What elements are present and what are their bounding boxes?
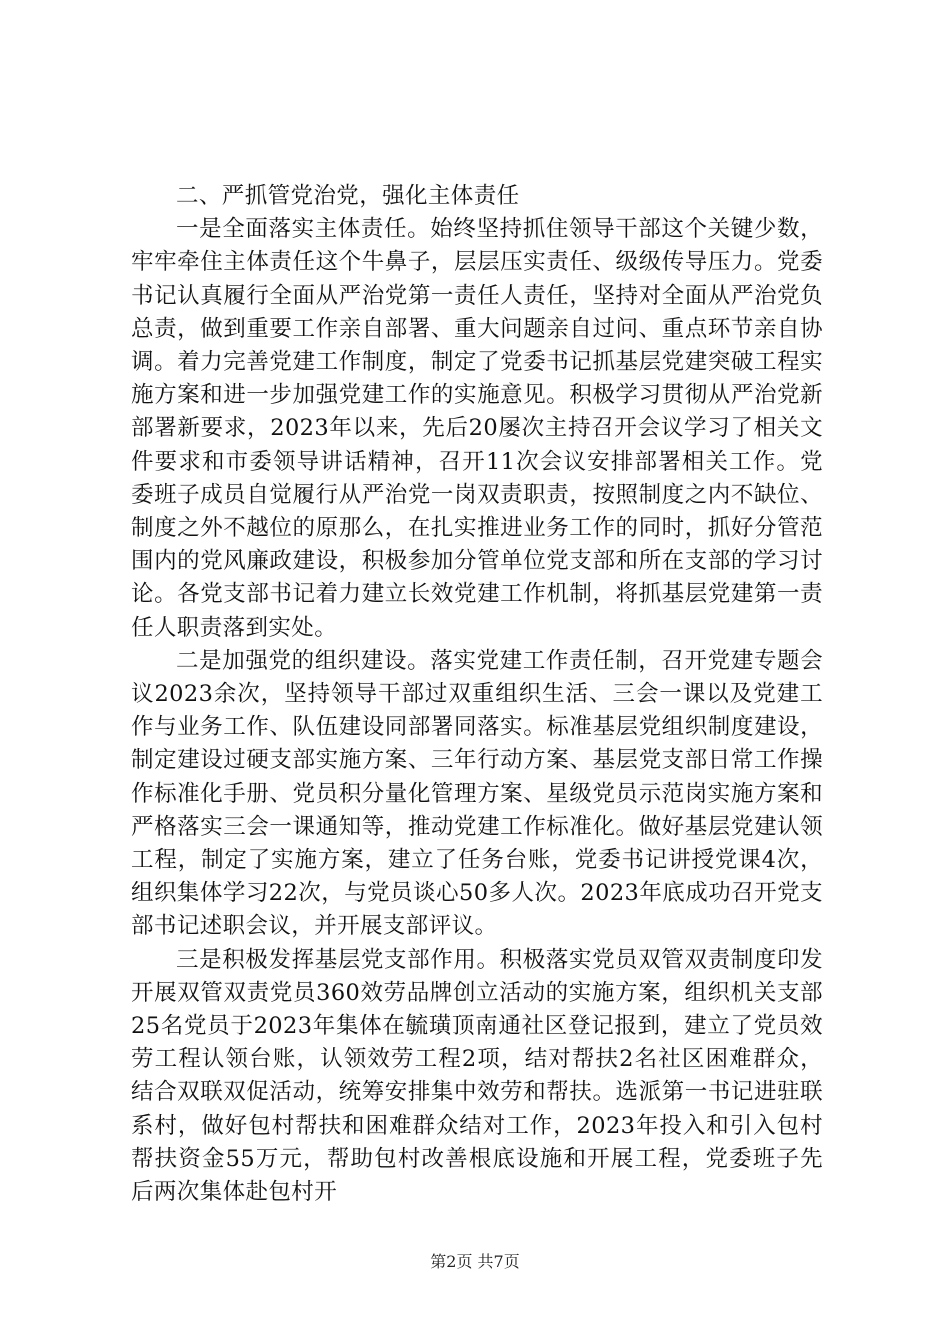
page-total: 共7页 [477,1252,520,1271]
paragraph-main-responsibility: 一是全面落实主体责任。始终坚持抓住领导干部这个关键少数，牢牢牵住主体责任这个牛鼻子，层层压实责任、级级传导压力。党委书记认真履行全面从严治党第一责任人责任，坚持对全面从严治党负总责，做到重要工作亲自部署、重大问题亲自过问、重点环节亲自协调。着力完善党建工作制度，制定了党委书记抓基层党建突破工程实施方案和进一步加强党建工作的实施意见。积极学习贯彻从严治党新部署新要求，2023年以来，先后20屡次主持召开会议学习了相关文件要求和市委领导讲话精神，召开11次会议安排部署相关工作。党委班子成员自觉履行从严治党一岗双责职责，按照制度之内不缺位、制度之外不越位的原那么，在扎实推进业务工作的同时，抓好分管范围内的党风廉政建设，积极参加分管单位党支部和所在支部的学习讨论。各党支部书记着力建立长效党建工作机制，将抓基层党建第一责任人职责落到实处。 [131,216,823,641]
paragraph-grassroots-branch: 三是积极发挥基层党支部作用。积极落实党员双管双责制度印发开展双管双责党员360效劳品牌创立活动的实施方案，组织机关支部25名党员于2023年集体在毓璜顶南通社区登记报到，建立了党员效劳工程认领台账，认领效劳工程2项，结对帮扶2名社区困难群众，结合双联双促活动，统筹安排集中效劳和帮扶。选派第一书记进驻联系村，做好包村帮扶和困难群众结对工作，2023年投入和引入包村帮扶资金55万元，帮助包村改善根底设施和开展工程，党委班子先后两次集体赴包村开 [131,946,823,1206]
section-heading: 二、严抓管党治党，强化主体责任 [176,183,520,209]
document-body [131,180,823,1209]
page-number: 第2页 [430,1252,473,1271]
paragraph-organization-building: 二是加强党的组织建设。落实党建工作责任制，召开党建专题会议2023余次，坚持领导干部过双重组织生活、三会一课以及党建工作与业务工作、队伍建设同部署同落实。标准基层党组织制度建设，制定建设过硬支部实施方案、三年行动方案、基层党支部日常工作操作标准化手册、党员积分量化管理方案、星级党员示范岗实施方案和严格落实三会一课通知等，推动党建工作标准化。做好基层党建认领工程，制定了实施方案，建立了任务台账，党委书记讲授党课4次，组织集体学习22次，与党员谈心50多人次。2023年底成功召开党支部书记述职会议，并开展支部评议。 [131,647,823,940]
page-footer [0,1252,950,1272]
